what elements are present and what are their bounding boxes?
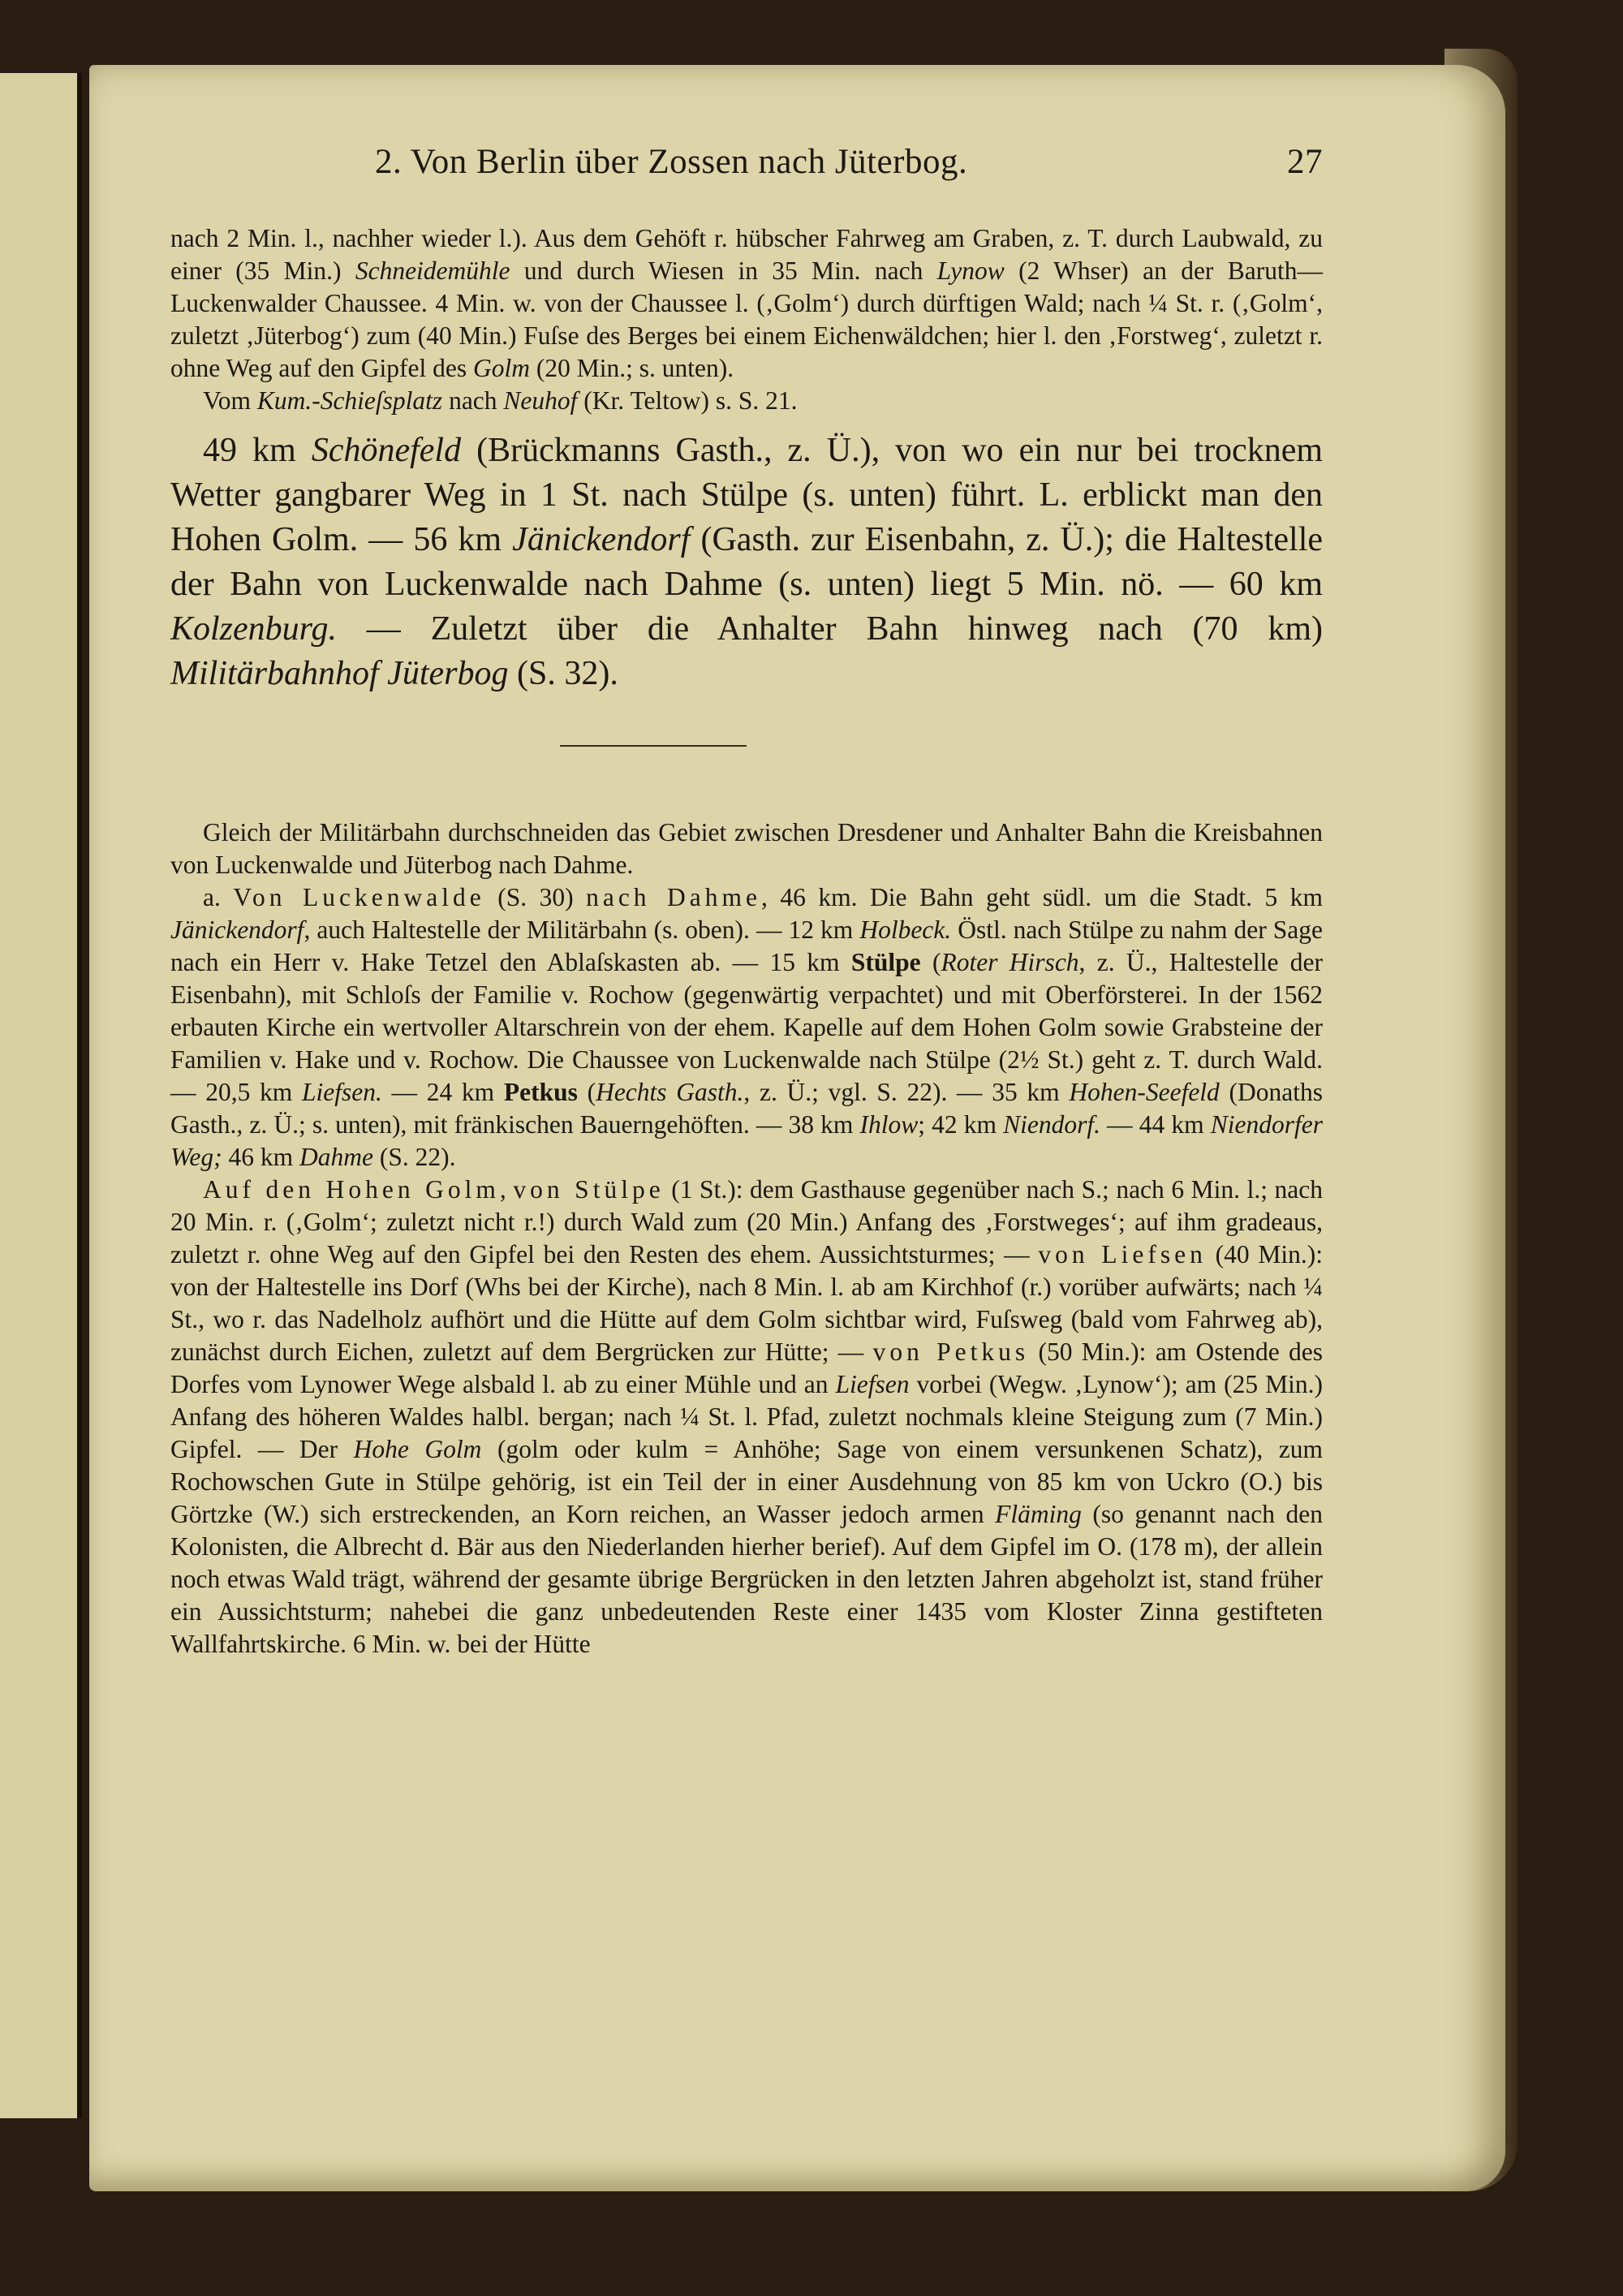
italic-run: Jänickendorf	[170, 915, 304, 944]
previous-page-edge	[0, 73, 82, 2118]
text-run: (	[577, 1078, 596, 1106]
italic-run: Roter Hirsch	[941, 948, 1079, 976]
page-content	[170, 142, 1323, 1661]
page-number: 27	[1287, 143, 1323, 181]
text-run: (50 Min.): am Ostende des Dorfes vom Lynower Wege alsbald l. ab zu einer Mühle und an	[170, 1338, 1324, 1398]
text-run: (20 Min.; s. unten).	[530, 354, 734, 382]
spaced-run: Von Luckenwalde	[233, 883, 485, 911]
spaced-run: Auf den Hohen Golm	[203, 1175, 500, 1204]
italic-run: Niendorfer Weg;	[170, 1110, 1323, 1171]
text-run: , auch Haltestelle der Militärbahn (s. oben). — 12 km	[304, 915, 860, 944]
italic-run: Golm	[473, 354, 531, 382]
text-run: nach	[442, 386, 504, 415]
text-run: — 44 km	[1100, 1110, 1211, 1139]
bold-run: Petkus	[503, 1078, 578, 1106]
text-run: (Donaths Gasth., z. Ü.; s. unten), mit fränkischen Bauerngehöften. — 38 km	[170, 1078, 1323, 1139]
text-run: 49 km	[203, 432, 312, 469]
text-run: (40 Min.): von der Haltestelle ins Dorf (Whs bei der Kirche), nach 8 Min. l. ab am Kirchhof (r.) vorüber aufwärts; nach ¼ St., wo r. das Nadelholz aufhört und die Hütte auf dem Golm sichtbar wird, Fuſsweg (bald vom Fahrweg ab), zunächst durch Eichen, zuletzt auf dem Bergrücken zur Hütte; —	[170, 1240, 1323, 1366]
text-run: (S. 30)	[484, 883, 587, 911]
text-run: (Gasth. zur Eisenbahn, z. Ü.); die Haltestelle der Bahn von Luckenwalde nach Dahme (s. unten) liegt 5 Min. nö. — 60 km	[170, 521, 1324, 603]
italic-run: Schönefeld	[311, 432, 462, 469]
italic-run: Hohe Golm	[353, 1435, 482, 1463]
italic-run: Ihlow	[859, 1110, 919, 1139]
golm-paragraph	[170, 1174, 1323, 1661]
italic-run: Jänickendorf	[512, 521, 691, 558]
italic-run: Holbeck.	[859, 915, 952, 944]
text-run: — 24 km	[381, 1078, 504, 1106]
text-run: ; 42 km	[918, 1110, 1004, 1139]
text-run: Vom	[203, 386, 257, 415]
text-run: (Brückmanns Gasth., z. Ü.), von wo ein nur bei trocknem Wetter gangbarer Weg in 1 St. nach Stülpe (s. unten) führt. L. erblickt man den Hohen Golm. — 56 km	[170, 432, 1324, 558]
intro-paragraph-2	[170, 385, 1323, 417]
text-run: (Kr. Teltow) s. S. 21.	[577, 386, 798, 415]
section-intro-paragraph: Gleich der Militärbahn durchschneiden das Gebiet zwischen Dresdener und Anhalter Bahn die Kreisbahnen von Luckenwalde und Jüterbog nach Dahme.	[170, 818, 1323, 879]
italic-run: Neuhof	[503, 386, 578, 415]
text-run: (2 Whser) an der Baruth—Luckenwalder Chaussee. 4 Min. w. von der Chaussee l. (‚Golm‘) durch dürftigen Wald; nach ¼ St. r. (‚Golm‘, zuletzt ‚Jüterbog‘) zum (40 Min.) Fuſse des Berges bei einem Eichenwäldchen; hier l. den ‚Forstweg‘, zuletzt r. ohne Weg auf den Gipfel des	[170, 256, 1323, 382]
spaced-run: von Stülpe	[513, 1175, 665, 1204]
text-run: vorbei (Wegw. ‚Lynow‘); am (25 Min.) Anfang des höheren Waldes halbl. bergan; nach ¼ St. l. Pfad, zuletzt nochmals kleine Steigung zum (7 Min.) Gipfel. — Der	[170, 1370, 1323, 1463]
spaced-run: von Liefsen	[1038, 1240, 1207, 1269]
text-run: nach 2 Min. l., nachher wieder l.). Aus dem Gehöft r. hübscher Fahrweg am Graben, z. T. durch Laubwald, zu einer (35 Min.)	[170, 224, 1323, 285]
spaced-run: von Petkus	[872, 1338, 1030, 1366]
italic-run: Kum.-Schieſsplatz	[256, 386, 443, 415]
text-run: ,	[499, 1175, 514, 1204]
italic-run: Schneidemühle	[355, 256, 510, 285]
route-a-paragraph	[170, 881, 1323, 1174]
italic-run: Fläming	[995, 1500, 1082, 1528]
text-run: , 46 km. Die Bahn geht südl. um die Stadt. 5 km	[761, 883, 1323, 911]
text-run: , z. Ü., Haltestelle der Eisenbahn), mit Schloſs der Familie v. Rochow (gegenwärtig verpachtet) und mit Oberförsterei. In der 1562 erbauten Kirche ein wertvoller Altarschrein von der ehem. Kapelle auf dem Hohen Golm sowie Grabsteine der Familien v. Hake und v. Rochow. Die Chaussee von Luckenwalde nach Stülpe (2½ St.) geht z. T. durch Wald. — 20,5 km	[170, 948, 1323, 1106]
text-run: (1 St.): dem Gasthause gegenüber nach S.; nach 6 Min. l.; nach 20 Min. r. (‚Golm‘; zuletzt nicht r.!) durch Wald zum (20 Min.) Anfang des ‚Forstweges‘; auf ihm gradeaus, zuletzt r. ohne Weg auf den Gipfel bei den Resten des ehem. Aussichtsturmes; —	[170, 1175, 1324, 1269]
text-run: — Zuletzt über die Anhalter Bahn hinweg nach (70 km)	[336, 610, 1323, 648]
section-divider	[560, 745, 747, 747]
text-run: und durch Wiesen in 35 Min. nach	[510, 256, 937, 285]
italic-run: Dahme	[299, 1143, 373, 1171]
italic-run: Hohen-Seefeld	[1069, 1078, 1220, 1106]
text-run: 46 km	[222, 1143, 299, 1171]
italic-run: Liefsen	[835, 1370, 910, 1398]
text-run: (	[920, 948, 941, 976]
text-run: (so genannt nach den Kolonisten, die Albrecht d. Bär aus den Niederlanden hierher berief). Auf dem Gipfel im O. (178 m), der allein noch etwas Wald trägt, während der gesamte übrige Bergrücken in den letzten Jahren abgeholzt ist, stand früher ein Aussichtsturm; nahebei die ganz unbedeutenden Reste einer 1435 vom Kloster Zinna gestifteten Wallfahrtskirche. 6 Min. w. bei der Hütte	[170, 1500, 1324, 1658]
italic-run: Kolzenburg.	[170, 610, 337, 648]
chapter-title: 2. Von Berlin über Zossen nach Jüterbog.	[375, 143, 968, 181]
main-route-paragraph	[170, 429, 1323, 696]
text-run: , z. Ü.; vgl. S. 22). — 35 km	[743, 1078, 1070, 1106]
text-run: (S. 22).	[372, 1143, 456, 1171]
bold-run: Stülpe	[850, 948, 921, 976]
italic-run: Hechts Gasth.	[596, 1078, 744, 1106]
text-run: a.	[203, 883, 234, 911]
text-run: (golm oder kulm = Anhöhe; Sage von einem versunkenen Schatz), zum Rochowschen Gute in Stülpe gehörig, ist ein Teil der in einer Ausdehnung von 85 km von Uckro (O.) bis Görtzke (W.) sich erstreckenden, an Korn reichen, an Wasser jedoch armen	[170, 1435, 1323, 1528]
intro-paragraph	[170, 222, 1323, 385]
italic-run: Lynow	[936, 256, 1005, 285]
text-run: (S. 32).	[508, 655, 618, 692]
italic-run: Liefsen.	[301, 1078, 382, 1106]
spaced-run: nach Dahme	[586, 883, 762, 911]
text-run: Östl. nach Stülpe zu nahm der Sage nach ein Herr v. Hake Tetzel den Ablaſskasten ab. — 15 km	[170, 915, 1323, 976]
italic-run: Niendorf.	[1003, 1110, 1100, 1139]
running-head	[170, 142, 1323, 182]
italic-run: Militärbahnhof Jüterbog	[170, 655, 509, 692]
